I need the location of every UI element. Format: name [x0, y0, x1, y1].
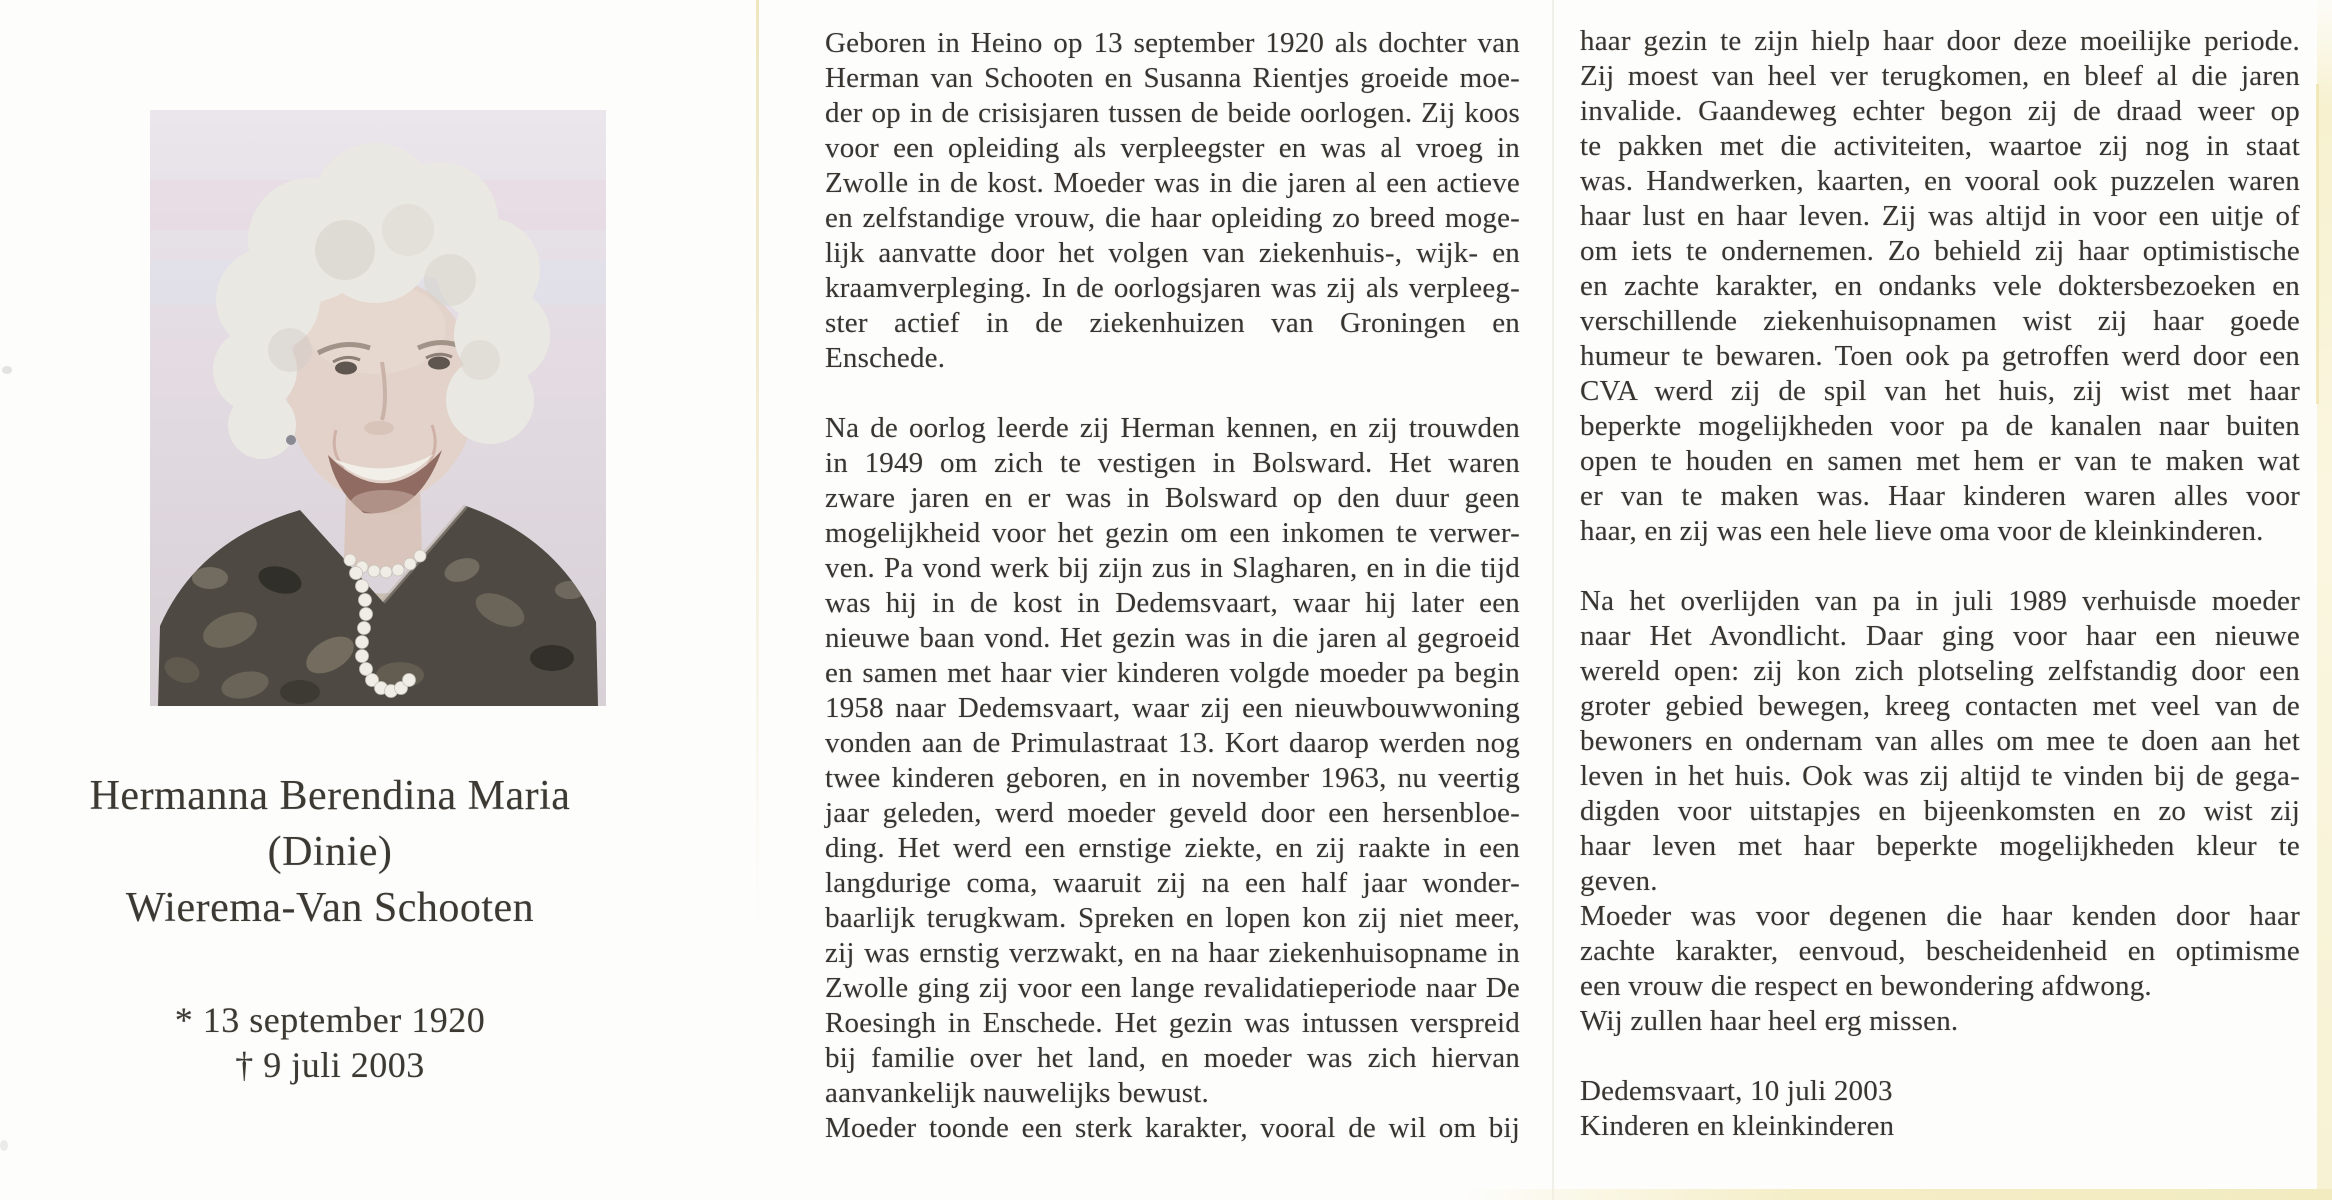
text-line: Kinderen en kleinkinderen — [1580, 1110, 1895, 1142]
text-line: zware jaren en er was in Bolsward op den duur geen — [825, 482, 1520, 514]
text-line: aanvankelijk nauwelijks bewust. — [825, 1077, 1209, 1109]
paper-edge-strip-right — [2317, 0, 2332, 1200]
text-line: bij familie over het land, en moeder was zich hiervan — [825, 1042, 1520, 1074]
text-line: Roesingh in Enschede. Het gezin was intussen verspreid — [825, 1007, 1520, 1039]
text-line: wereld open: zij kon zich plotseling zelfstandig door een — [1580, 655, 2300, 687]
text-line: Geboren in Heino op 13 september 1920 als dochter van — [825, 27, 1520, 59]
right-text-column — [1580, 24, 2300, 1144]
name-line-3: Wierema-Van Schooten — [125, 885, 535, 931]
text-line: verschillende ziekenhuisopnamen wist zij haar goede — [1580, 305, 2300, 337]
scan-speck — [0, 1140, 8, 1151]
scan-speck — [2, 366, 12, 374]
text-line: jaar geleden, werd moeder geveld door een hersenbloe- — [825, 797, 1520, 829]
text-line: was. Handwerken, kaarten, en vooral ook puzzelen waren — [1580, 165, 2300, 197]
text-line: naar Het Avondlicht. Daar ging voor haar een nieuwe — [1580, 620, 2300, 652]
text-line: nieuwe baan vond. Het gezin was in die jaren al gegroeid — [825, 622, 1520, 654]
deceased-name-block — [10, 768, 650, 936]
text-line: invalide. Gaandeweg echter begon zij de draad weer op — [1580, 95, 2300, 127]
text-line: langdurige coma, waaruit zij na een half jaar wonder- — [825, 867, 1520, 899]
text-line: Na de oorlog leerde zij Herman kennen, en zij trouwden — [825, 412, 1520, 444]
text-line: leven in het huis. Ook was zij altijd te vinden bij de gega- — [1580, 760, 2300, 792]
text-line: Enschede. — [825, 342, 946, 374]
eye-right — [428, 357, 450, 370]
text-line: was hij in de kost in Dedemsvaart, waar hij later een — [825, 587, 1520, 619]
eye-left — [335, 362, 357, 375]
text-line: 1958 naar Dedemsvaart, waar zij een nieuwbouwwoning — [825, 692, 1520, 724]
text-line: Moeder toonde een sterk karakter, vooral de wil om bij — [825, 1112, 1520, 1144]
text-line: Zwolle in de kost. Moeder was in die jaren al een actieve — [825, 167, 1520, 199]
name-line-2: (Dinie) — [267, 829, 393, 875]
text-line: beperkte mogelijkheden voor pa de kanalen naar buiten — [1580, 410, 2300, 442]
text-line: in 1949 om zich te vestigen in Bolsward. Het waren — [825, 447, 1520, 479]
portrait-photo-art — [150, 110, 606, 706]
life-dates-block — [10, 998, 650, 1088]
text-line: geven. — [1580, 865, 1658, 897]
text-line: bewoners en ondernam van alles om mee te doen aan het — [1580, 725, 2300, 757]
text-line: er van te maken was. Haar kinderen waren alles voor — [1580, 480, 2300, 512]
text-line: Herman van Schooten en Susanna Rientjes groeide moe- — [825, 62, 1520, 94]
text-line: haar lust en haar leven. Zij was altijd in voor een uitje of — [1580, 200, 2300, 232]
text-line: ding. Het werd een ernstige ziekte, en zij raakte in een — [825, 832, 1520, 864]
text-line: en zelfstandige vrouw, die haar opleiding zo breed moge- — [825, 202, 1520, 234]
text-line: digden voor uitstapjes en bijeenkomsten en zo wist zij — [1580, 795, 2300, 827]
text-line: en zachte karakter, en ondanks vele doktersbezoeken en — [1580, 270, 2300, 302]
text-line: zij was ernstig verzwakt, en na haar ziekenhuisopname in — [825, 937, 1520, 969]
text-line: groter gebied bewegen, kreeg contacten met veel van de — [1580, 690, 2300, 722]
text-line: open te houden en samen met hem er van te maken wat — [1580, 445, 2300, 477]
text-line: zachte karakter, eenvoud, bescheidenheid en optimisme — [1580, 935, 2300, 967]
text-line: ster actief in de ziekenhuizen van Groningen en — [825, 307, 1520, 339]
paper-edge-line-right — [2316, 84, 2319, 404]
text-line: Na het overlijden van pa in juli 1989 verhuisde moeder — [1580, 585, 2300, 617]
text-line: ven. Pa vond werk bij zijn zus in Slagharen, en in die tijd — [825, 552, 1520, 584]
earring — [286, 435, 296, 445]
paper-edge-strip-bottom — [1460, 1189, 2332, 1200]
text-line: haar gezin te zijn hielp haar door deze moeilijke periode. — [1580, 25, 2300, 57]
text-line: om iets te ondernemen. Zo behield zij haar optimistische — [1580, 235, 2300, 267]
text-line: twee kinderen geboren, en in november 1963, nu veertig — [825, 762, 1520, 794]
text-line: der op in de crisisjaren tussen de beide oorlogen. Zij koos — [825, 97, 1520, 129]
text-line: Wij zullen haar heel erg missen. — [1580, 1005, 1959, 1037]
text-line: humeur te bewaren. Toen ook pa getroffen werd door een — [1580, 340, 2300, 372]
text-line: lijk aanvatte door het volgen van ziekenhuis-, wijk- en — [825, 237, 1520, 269]
text-line: Zij moest van heel ver terugkomen, en bleef al die jaren — [1580, 60, 2300, 92]
text-line: Zwolle ging zij voor een lange revalidatieperiode naar De — [825, 972, 1520, 1004]
middle-text-column — [825, 26, 1520, 1146]
text-line: Moeder was voor degenen die haar kenden door haar — [1580, 900, 2300, 932]
portrait-photo — [150, 110, 606, 706]
name-line-1: Hermanna Berendina Maria — [89, 773, 571, 819]
text-line: haar, en zij was een hele lieve oma voor de kleinkinderen. — [1580, 515, 2264, 547]
text-line: vonden aan de Primulastraat 13. Kort daarop werden nog — [825, 727, 1520, 759]
text-line: kraamverpleging. In de oorlogsjaren was zij als verpleeg- — [825, 272, 1520, 304]
birth-date: * 13 september 1920 — [174, 1000, 486, 1040]
text-line: een vrouw die respect en bewondering afdwong. — [1580, 970, 2152, 1002]
text-line: mogelijkheid voor het gezin om een inkomen te verwer- — [825, 517, 1520, 549]
text-line: baarlijk terugkwam. Spreken en lopen kon zij niet meer, — [825, 902, 1520, 934]
text-line: te pakken met die activiteiten, waartoe zij nog in staat — [1580, 130, 2300, 162]
fold-line-left — [756, 0, 759, 1200]
text-line: en samen met haar vier kinderen volgde moeder pa begin — [825, 657, 1520, 689]
text-line: Dedemsvaart, 10 juli 2003 — [1580, 1075, 1893, 1107]
death-date: † 9 juli 2003 — [235, 1045, 425, 1085]
fold-line-right — [1552, 0, 1554, 1200]
text-line: voor een opleiding als verpleegster en was al vroeg in — [825, 132, 1520, 164]
text-line: haar leven met haar beperkte mogelijkheden kleur te — [1580, 830, 2300, 862]
text-line: CVA werd zij de spil van het huis, zij wist met haar — [1580, 375, 2300, 407]
